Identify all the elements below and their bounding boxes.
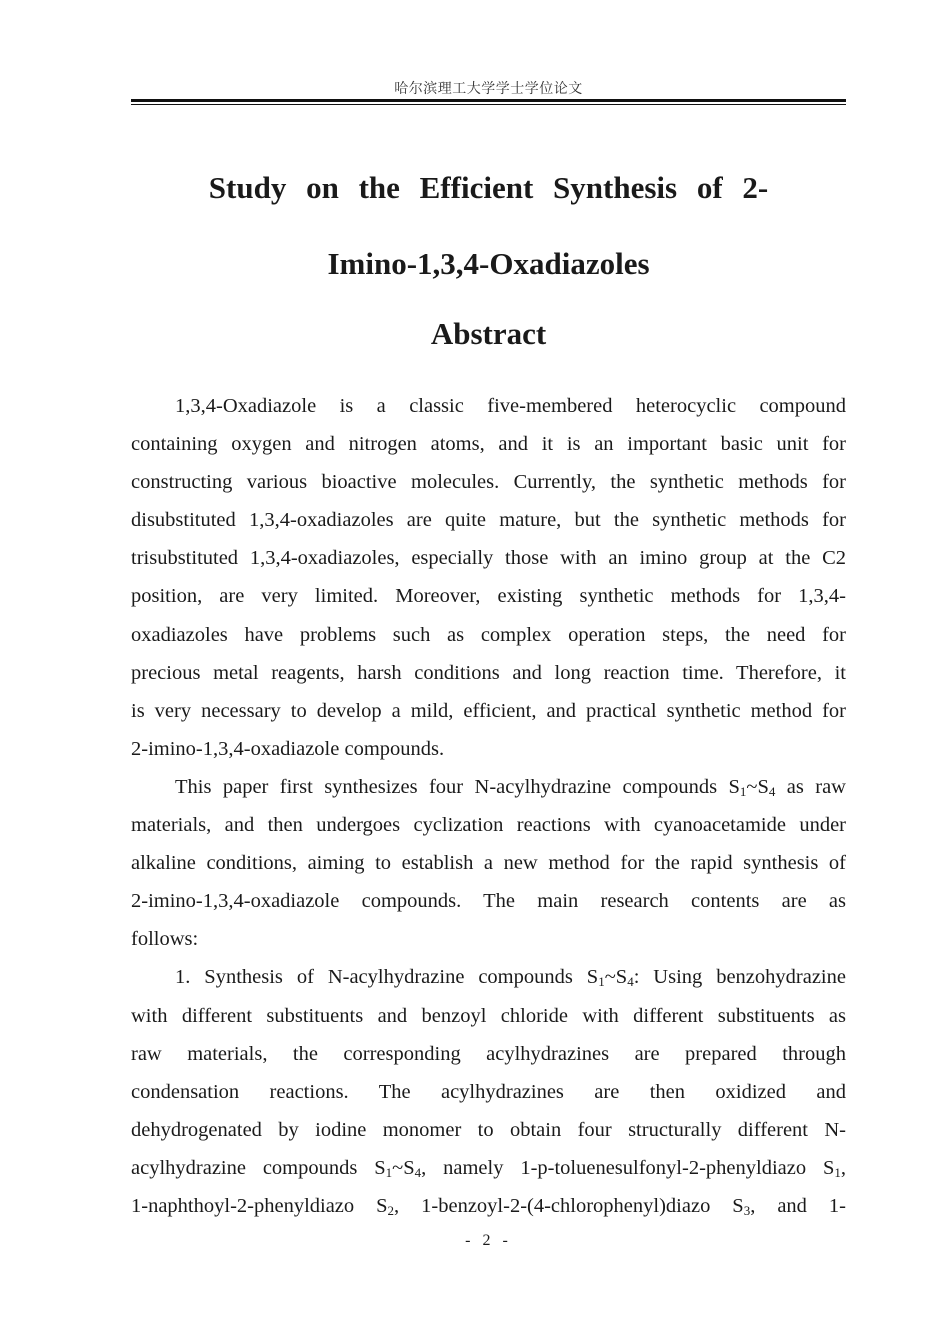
text-line [131, 958, 846, 996]
text-line [131, 1149, 846, 1187]
abstract-body [131, 387, 846, 1225]
text-line: with different substituents and benzoyl chloride with different substituents as [131, 1004, 846, 1027]
text-line: condensation reactions. The acylhydrazines are then oxidized and [131, 1080, 846, 1103]
paper-title [131, 150, 846, 302]
text-line [131, 1187, 846, 1225]
text-line: follows: [131, 928, 199, 951]
text-line: disubstituted 1,3,4-oxadiazoles are quite mature, but the synthetic methods for [131, 509, 846, 532]
text-run: This paper first synthesizes four N-acylhydrazine compounds S [175, 775, 740, 798]
header-rule-thick [131, 99, 846, 102]
title-line-1: Study on the Efficient Synthesis of 2- [208, 170, 769, 205]
text-run: as raw [775, 775, 846, 798]
text-line: constructing various bioactive molecules. Currently, the synthetic methods for [131, 471, 846, 494]
subscript: 1 [385, 1164, 393, 1180]
subscript: 4 [627, 974, 634, 990]
subscript: 1 [834, 1164, 841, 1180]
subscript: 4 [768, 783, 776, 799]
title-line-2: Imino-1,3,4-Oxadiazoles [327, 246, 650, 281]
text-run: , 1-benzoyl-2-(4-chlorophenyl)diazo S [394, 1194, 744, 1217]
subscript: 4 [414, 1164, 422, 1180]
text-line: dehydrogenated by iodine monomer to obtain four structurally different N- [131, 1118, 846, 1141]
header-rule-thin [131, 104, 846, 105]
text-line: position, are very limited. Moreover, existing synthetic methods for 1,3,4- [131, 585, 846, 608]
text-run: 1-naphthoyl-2-phenyldiazo S [131, 1194, 388, 1217]
text-line: oxadiazoles have problems such as complex operation steps, the need for [131, 623, 846, 646]
text-line: 1,3,4-Oxadiazole is a classic five-membered heterocyclic compound [175, 395, 846, 417]
subscript: 1 [739, 783, 747, 799]
text-line: materials, and then undergoes cyclization reactions with cyanoacetamide under [131, 814, 846, 837]
text-line: containing oxygen and nitrogen atoms, and it is an important basic unit for [131, 433, 846, 456]
text-line: trisubstituted 1,3,4-oxadiazoles, especially those with an imino group at the C2 [131, 547, 846, 570]
abstract-heading: Abstract [430, 316, 547, 351]
text-run: acylhydrazine compounds S [131, 1156, 386, 1179]
text-run: ~S [746, 775, 769, 798]
paragraph-3 [131, 958, 846, 1225]
text-line: precious metal reagents, harsh conditions and long reaction time. Therefore, it [131, 661, 846, 684]
text-run: : Using benzohydrazine [633, 966, 846, 989]
paragraph-1 [131, 387, 846, 768]
text-run: , namely 1-p-toluenesulfonyl-2-phenyldiazo S [421, 1156, 835, 1179]
running-header: 哈尔滨理工大学学士学位论文 [394, 81, 583, 97]
subscript: 1 [598, 974, 605, 990]
text-line: alkaline conditions, aiming to establish a new method for the rapid synthesis of [131, 852, 846, 875]
text-run: ~S [604, 966, 628, 989]
subscript: 3 [743, 1202, 751, 1218]
text-run: , [840, 1156, 846, 1179]
text-line [131, 768, 846, 806]
text-line: 2-imino-1,3,4-oxadiazole compounds. The main research contents are as [131, 890, 846, 913]
text-run: 1. Synthesis of N-acylhydrazine compounds S [175, 966, 599, 989]
text-line: raw materials, the corresponding acylhydrazines are prepared through [131, 1042, 846, 1065]
page-number: - 2 - [465, 1232, 512, 1249]
subscript: 2 [387, 1202, 395, 1218]
text-run: ~S [392, 1156, 415, 1179]
text-line: 2-imino-1,3,4-oxadiazole compounds. [131, 737, 445, 760]
text-run: , and 1- [750, 1194, 846, 1217]
paragraph-2 [131, 768, 846, 958]
text-line: is very necessary to develop a mild, efficient, and practical synthetic method for [131, 699, 846, 722]
